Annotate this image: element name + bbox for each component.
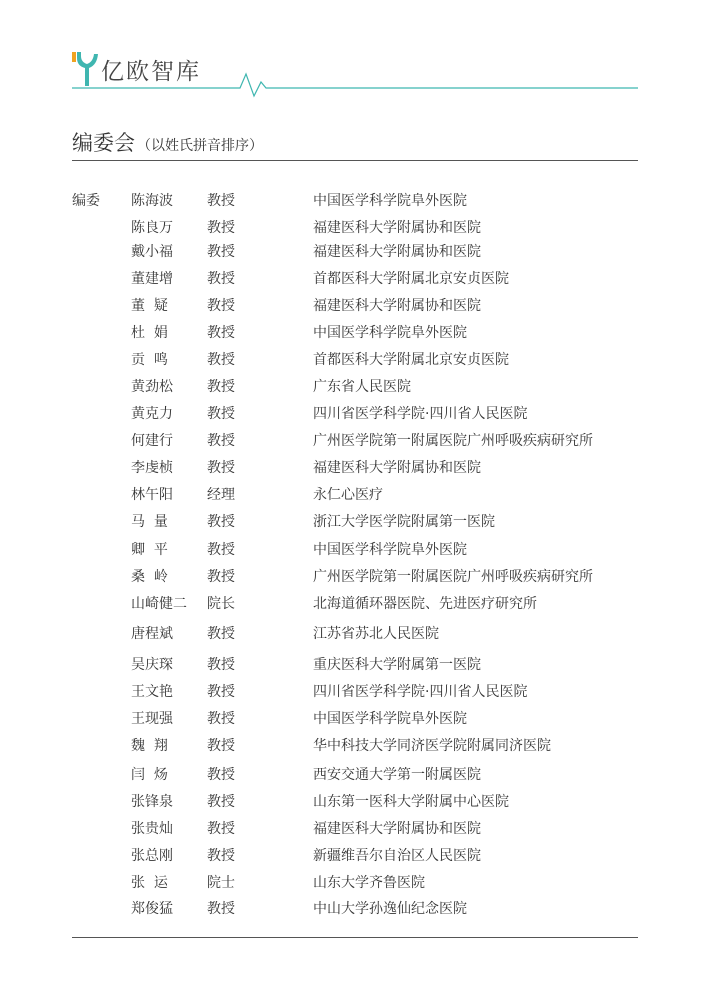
member-title: 教授 [207,352,235,368]
list-item [0,820,710,840]
list-item [0,459,710,479]
member-name: 闫 炀 [131,767,168,783]
member-institution: 首都医科大学附属北京安贞医院 [313,271,509,287]
member-title: 教授 [207,711,235,727]
member-title: 经理 [207,487,235,503]
member-institution: 首都医科大学附属北京安贞医院 [313,352,509,368]
member-name: 林午阳 [131,487,173,503]
member-title: 教授 [207,901,235,917]
member-institution: 中国医学科学院阜外医院 [313,193,467,209]
list-item [0,351,710,371]
member-title: 教授 [207,514,235,530]
list-item [0,192,710,212]
list-item [0,847,710,867]
member-name: 郑俊猛 [131,901,173,917]
member-title: 教授 [207,767,235,783]
member-institution: 福建医科大学附属协和医院 [313,244,481,260]
member-title: 教授 [207,738,235,754]
list-item [0,513,710,533]
member-institution: 福建医科大学附属协和医院 [313,220,481,236]
member-institution: 浙江大学医学院附属第一医院 [313,514,495,530]
member-name: 陈良万 [131,220,173,236]
member-institution: 山东第一医科大学附属中心医院 [313,794,509,810]
member-title: 教授 [207,325,235,341]
member-title: 教授 [207,193,235,209]
member-institution: 中山大学孙逸仙纪念医院 [313,901,467,917]
list-item [0,683,710,703]
member-title: 教授 [207,271,235,287]
member-title: 教授 [207,684,235,700]
member-institution: 华中科技大学同济医学院附属同济医院 [313,738,551,754]
list-item [0,568,710,588]
list-item [0,541,710,561]
list-item [0,324,710,344]
brand-name: 亿欧智库 [101,59,201,85]
list-item [0,297,710,317]
member-name: 张总刚 [131,848,173,864]
member-title: 教授 [207,657,235,673]
list-item [0,595,710,615]
member-institution: 广东省人民医院 [313,379,411,395]
top-divider [72,160,638,161]
header-pulse-line [72,72,638,98]
bottom-divider [72,937,638,938]
member-institution: 四川省医学科学院·四川省人民医院 [313,406,528,422]
member-institution: 广州医学院第一附属医院广州呼吸疾病研究所 [313,433,593,449]
member-name: 李虔桢 [131,460,173,476]
list-item [0,625,710,645]
member-name: 黄劲松 [131,379,173,395]
member-name: 王文艳 [131,684,173,700]
member-title: 院长 [207,596,235,612]
list-item [0,270,710,290]
list-item [0,793,710,813]
page-title [72,127,263,157]
member-institution: 广州医学院第一附属医院广州呼吸疾病研究所 [313,569,593,585]
list-item [0,710,710,730]
member-institution: 福建医科大学附属协和医院 [313,821,481,837]
member-title: 教授 [207,433,235,449]
list-item [0,432,710,452]
member-name: 杜 娟 [131,325,168,341]
section-title: 编委会 [72,131,135,155]
list-item [0,874,710,894]
list-item [0,656,710,676]
member-title: 教授 [207,542,235,558]
member-name: 马 量 [131,514,168,530]
member-name: 魏 翔 [131,738,168,754]
list-item [0,219,710,239]
member-title: 教授 [207,794,235,810]
member-name: 王现强 [131,711,173,727]
member-institution: 中国医学科学院阜外医院 [313,325,467,341]
member-institution: 福建医科大学附属协和医院 [313,298,481,314]
role-label: 编委 [72,193,100,209]
member-institution: 福建医科大学附属协和医院 [313,460,481,476]
member-title: 教授 [207,298,235,314]
member-institution: 西安交通大学第一附属医院 [313,767,481,783]
member-title: 教授 [207,244,235,260]
list-item [0,737,710,757]
member-institution: 中国医学科学院阜外医院 [313,711,467,727]
member-institution: 山东大学齐鲁医院 [313,875,425,891]
member-title: 教授 [207,626,235,642]
member-title: 院士 [207,875,235,891]
member-name: 陈海波 [131,193,173,209]
list-item [0,900,710,920]
member-title: 教授 [207,821,235,837]
member-title: 教授 [207,379,235,395]
member-institution: 四川省医学科学院·四川省人民医院 [313,684,528,700]
member-institution: 永仁心医疗 [313,487,383,503]
list-item [0,405,710,425]
list-item [0,766,710,786]
member-institution: 江苏省苏北人民医院 [313,626,439,642]
member-name: 张锋泉 [131,794,173,810]
list-item [0,486,710,506]
member-name: 唐程斌 [131,626,173,642]
member-institution: 重庆医科大学附属第一医院 [313,657,481,673]
member-name: 何建行 [131,433,173,449]
member-title: 教授 [207,848,235,864]
member-name: 张贵灿 [131,821,173,837]
member-title: 教授 [207,569,235,585]
list-item [0,243,710,263]
member-name: 吴庆琛 [131,657,173,673]
member-title: 教授 [207,220,235,236]
member-title: 教授 [207,406,235,422]
member-name: 贡 鸣 [131,352,168,368]
member-institution: 新疆维吾尔自治区人民医院 [313,848,481,864]
member-name: 董 疑 [131,298,168,314]
member-name: 山崎健二 [131,596,187,612]
member-title: 教授 [207,460,235,476]
member-institution: 中国医学科学院阜外医院 [313,542,467,558]
section-subtitle: （以姓氏拼音排序） [137,138,263,154]
member-institution: 北海道循环器医院、先进医疗研究所 [313,596,537,612]
member-name: 董建增 [131,271,173,287]
member-name: 卿 平 [131,542,168,558]
list-item [0,378,710,398]
member-name: 桑 岭 [131,569,168,585]
member-name: 黄克力 [131,406,173,422]
member-name: 张 运 [131,875,168,891]
member-name: 戴小福 [131,244,173,260]
